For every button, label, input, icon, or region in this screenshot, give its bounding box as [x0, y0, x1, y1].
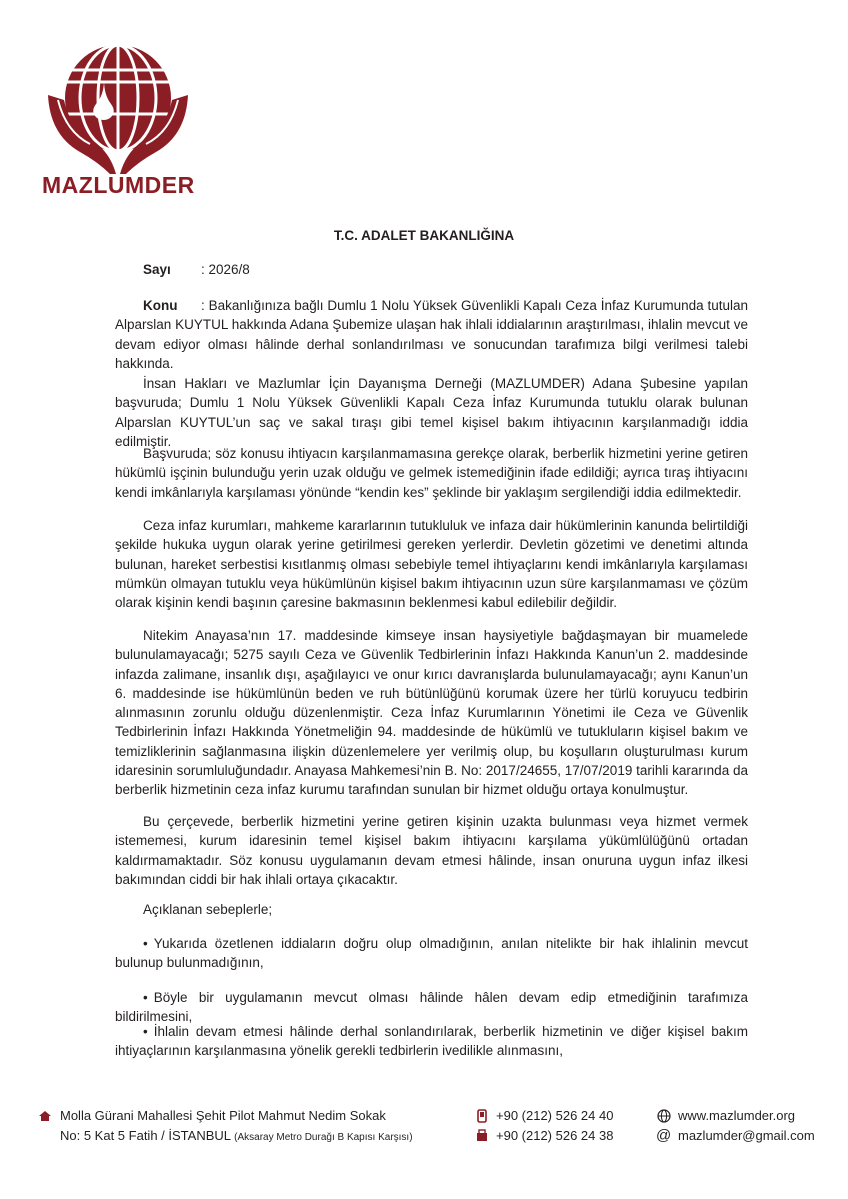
phone-number-2[interactable]: +90 (212) 526 24 38: [496, 1128, 614, 1143]
konu-text: : Bakanlığınıza bağlı Dumlu 1 Nolu Yüksek Güvenlikli Kapalı Ceza İnfaz Kurumunda tutulan Alparslan KUYTUL hakkında Adana Şubemize ulaşan hak ihlali iddialarının araştırılması, ihlalin mevcut ve devam ediyor olması hâlinde derhal sonlandırılması ve sonucundan tarafımıza bilgi verilmesi talebi hakkında.: [115, 298, 748, 371]
bullet-item-3: [115, 1022, 748, 1061]
at-icon: @: [656, 1127, 672, 1144]
logo-emblem-icon: [40, 40, 200, 180]
bullet-text-1: Yukarıda özetlenen iddiaların doğru olup olmadığının, anılan nitelikte bir hak ihlalinin mevcut bulunup bulunmadığının,: [115, 936, 748, 971]
email-link[interactable]: mazlumder@gmail.com: [678, 1128, 815, 1143]
globe-icon: [657, 1109, 671, 1126]
home-icon: [38, 1110, 52, 1125]
bullet-text-2: Böyle bir uygulamanın mevcut olması hâlinde hâlen devam edip etmediğinin tarafımıza bildirilmesini,: [115, 990, 748, 1025]
bullet-icon: •: [143, 1024, 148, 1039]
bullet-icon: •: [143, 936, 148, 951]
paragraph-1: İnsan Hakları ve Mazlumlar İçin Dayanışma Derneği (MAZLUMDER) Adana Şubesine yapılan başvuruda; Dumlu 1 Nolu Yüksek Güvenlikli Kapalı Ceza İnfaz Kurumunda tutuklu olarak bulunan Alparslan KUYTUL’un saç ve sakal tıraşı gibi temel kişisel bakım ihtiyacının karşılanmadığı iddia edilmiştir.: [115, 376, 748, 449]
konu-label: Konu: [143, 298, 178, 313]
paragraph-2: Başvuruda; söz konusu ihtiyacın karşılanmamasına gerekçe olarak, berberlik hizmetini yerine getiren hükümlü işçinin bulunduğu yerin uzak olduğu ve gelmek istemediğinin ifade edildiği; ayrıca tıraş ihtiyacını kendi imkânlarıyla karşılaması yönünde “kendin kes” şeklinde bir yaklaşım sergilendiği iddia edilmektedir.: [115, 446, 748, 500]
paragraph-3: Ceza infaz kurumları, mahkeme kararlarının tutukluluk ve infaza dair hükümlerinin kanunda belirtildiği şekilde hukuka uygun olarak yerine getirilmesi gereken yerlerdir. Devletin gözetimi ve denetimi altında bulunan, hareket serbestisi kısıtlanmış olması sebebiyle temel ihtiyaçlarını kendi imkânlarıyla karşılaması mümkün olmayan tutuklu veya hükümlünün kişisel bakım ihtiyacının uzun süre karşılanmaması ve çözüm olarak kişinin kendi başının çaresine bakmasının beklenmesi kabul edilebilir değildir.: [115, 518, 748, 611]
phone-icon: [477, 1109, 487, 1126]
address-street: No: 5 Kat 5 Fatih / İSTANBUL: [60, 1128, 231, 1143]
bullet-text-3: İhlalin devam etmesi hâlinde derhal sonlandırılarak, berberlik hizmetinin ve diğer kişisel bakım ihtiyaçlarının karşılanmasına yönelik gerekli tedbirlerin ivedilikle alınmasını,: [115, 1024, 748, 1059]
address-line-1: Molla Gürani Mahallesi Şehit Pilot Mahmut Nedim Sokak: [60, 1108, 386, 1123]
brand-name: MAZLUMDER: [42, 172, 195, 198]
sayi-label: Sayı: [143, 262, 171, 277]
document-title: T.C. ADALET BAKANLIĞINA: [333, 228, 515, 243]
sayi-value: : 2026/8: [201, 262, 250, 277]
footer: [0, 1108, 848, 1168]
address-line-2: [60, 1128, 413, 1143]
website-link[interactable]: www.mazlumder.org: [678, 1108, 796, 1123]
paragraph-6: Açıklanan sebeplerle;: [143, 902, 273, 917]
bullet-item-1: [115, 934, 748, 973]
sayi-line: [143, 262, 250, 277]
fax-icon: [476, 1129, 488, 1145]
phone-number-1[interactable]: +90 (212) 526 24 40: [496, 1108, 614, 1123]
bullet-icon: •: [143, 990, 148, 1005]
konu-paragraph: [115, 296, 748, 373]
address-note: (Aksaray Metro Durağı B Kapısı Karşısı): [234, 1132, 413, 1143]
paragraph-4: Nitekim Anayasa’nın 17. maddesinde kimseye insan haysiyetiyle bağdaşmayan bir muamelede bulunulamayacağı; 5275 sayılı Ceza ve Güvenlik Tedbirlerinin İnfazı Hakkında Kanun’un 2. maddesinde infazda zalimane, insanlık dışı, aşağılayıcı ve onur kırıcı davranışlarda bulunulamayacağı; aynı Kanun’un 6. maddesinde ise hükümlünün beden ve ruh bütünlüğünü korumak üzere her türlü koruyucu tedbirin alınmasının zorunlu olduğu düzenlenmiştir. Ceza İnfaz Kurumlarının Yönetimi ile Ceza ve Güvenlik Tedbirlerinin İnfazı Hakkında Yönetmeliğin 94. maddesinde de hükümlü ve tutukluların kişisel bakım ve temizliklerinin sağlanmasına ilişkin düzenlemelere yer verilmiş olup, bu koşulların oluşturulması kurum idaresinin sorumluluğundadır. Anayasa Mahkemesi’nin B. No: 2017/24655, 17/07/2019 tarihli kararında da berberlik hizmetinin ceza infaz kurumu tarafından sunulan bir hizmet olduğu ortaya konulmuştur.: [115, 628, 748, 798]
bullet-item-2: [115, 988, 748, 1027]
paragraph-5: Bu çerçevede, berberlik hizmetini yerine getiren kişinin uzakta bulunması veya hizmet vermek istememesi, kurum idaresinin temel kişisel bakım ihtiyacını karşılama yükümlülüğünü ortadan kaldırmamaktadır. Söz konusu uygulamanın devam etmesi hâlinde, insan onuruna uygun infaz ilkesi bakımından ciddi bir hak ihlali ortaya çıkacaktır.: [115, 814, 748, 887]
